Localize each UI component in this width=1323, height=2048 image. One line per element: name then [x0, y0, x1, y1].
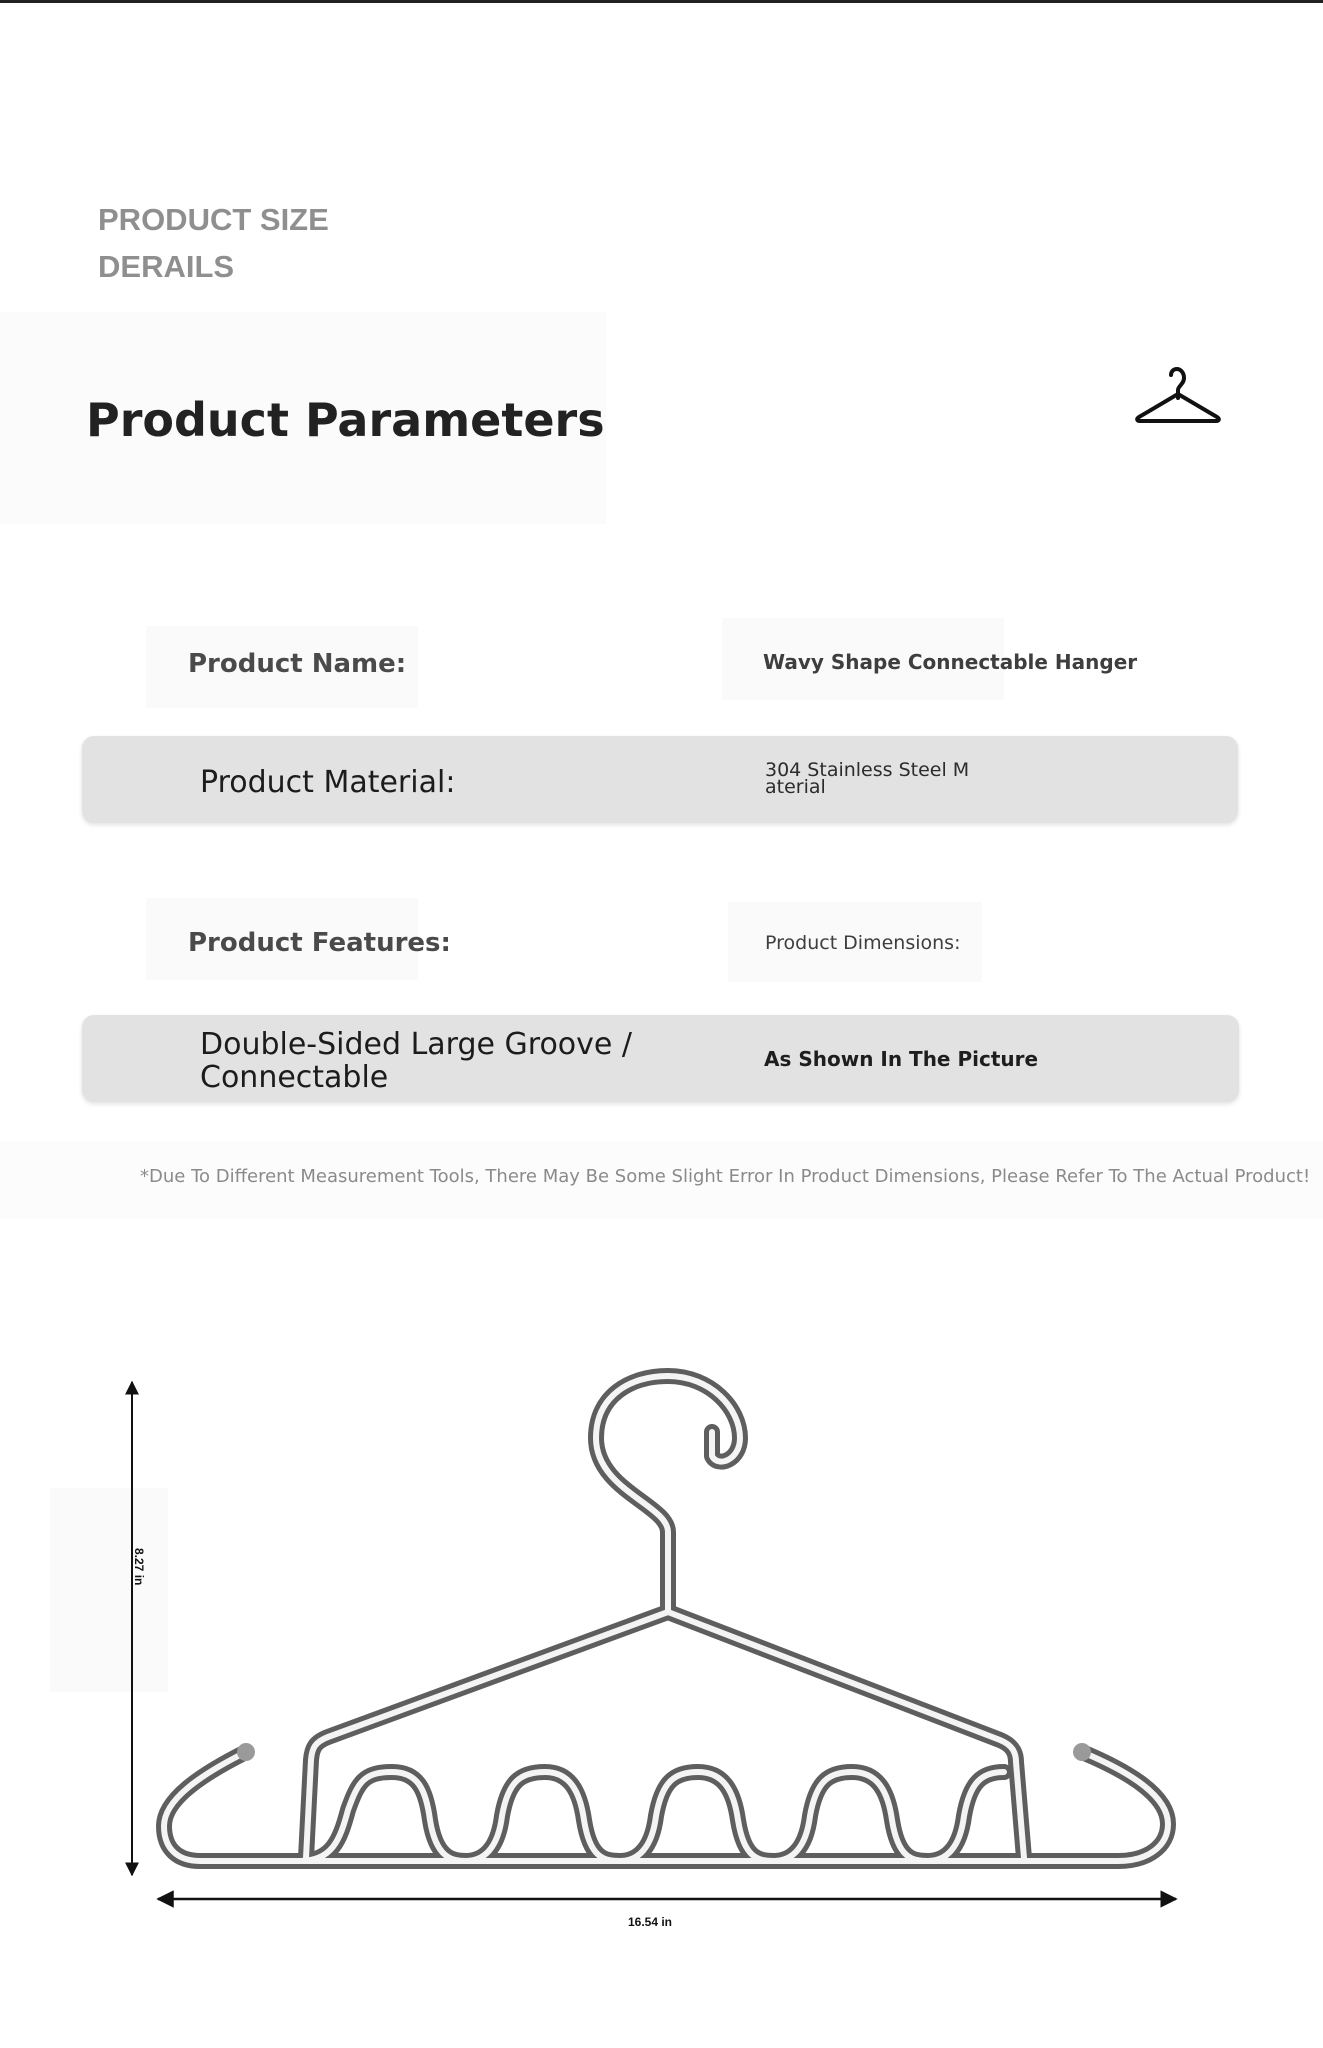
- width-dimension-label: 16.54 in: [627, 1915, 673, 1929]
- product-dimensions-value: As Shown In The Picture: [764, 1047, 1039, 1071]
- size-details-heading: [98, 196, 418, 290]
- product-dimensions-label: Product Dimensions:: [765, 932, 961, 954]
- features-value-line1: Double-Sided Large Groove /: [200, 1027, 633, 1062]
- product-name-label: Product Name:: [188, 649, 407, 679]
- page-title: Product Parameters: [86, 393, 605, 447]
- top-divider: [0, 0, 1323, 3]
- product-features-value: [200, 1028, 632, 1094]
- size-heading-line2: DERAILS: [98, 249, 235, 284]
- product-name-value: Wavy Shape Connectable Hanger: [763, 650, 1138, 674]
- hanger-icon: [1134, 362, 1222, 426]
- hanger-dimension-diagram: [0, 1340, 1323, 1980]
- product-material-value: [765, 759, 970, 798]
- material-value-line1: 304 Stainless Steel M: [765, 759, 970, 781]
- product-material-label: Product Material:: [200, 765, 456, 800]
- features-value-line2: Connectable: [200, 1060, 389, 1095]
- disclaimer-note: *Due To Different Measurement Tools, There May Be Some Slight Error In Product Dimensions, Please Refer To The Actual Product!: [140, 1166, 1311, 1187]
- size-heading-line1: PRODUCT SIZE: [98, 202, 329, 237]
- product-features-label: Product Features:: [188, 928, 451, 958]
- hanger-illustration: [164, 1376, 1168, 1861]
- material-value-line2: aterial: [765, 776, 826, 798]
